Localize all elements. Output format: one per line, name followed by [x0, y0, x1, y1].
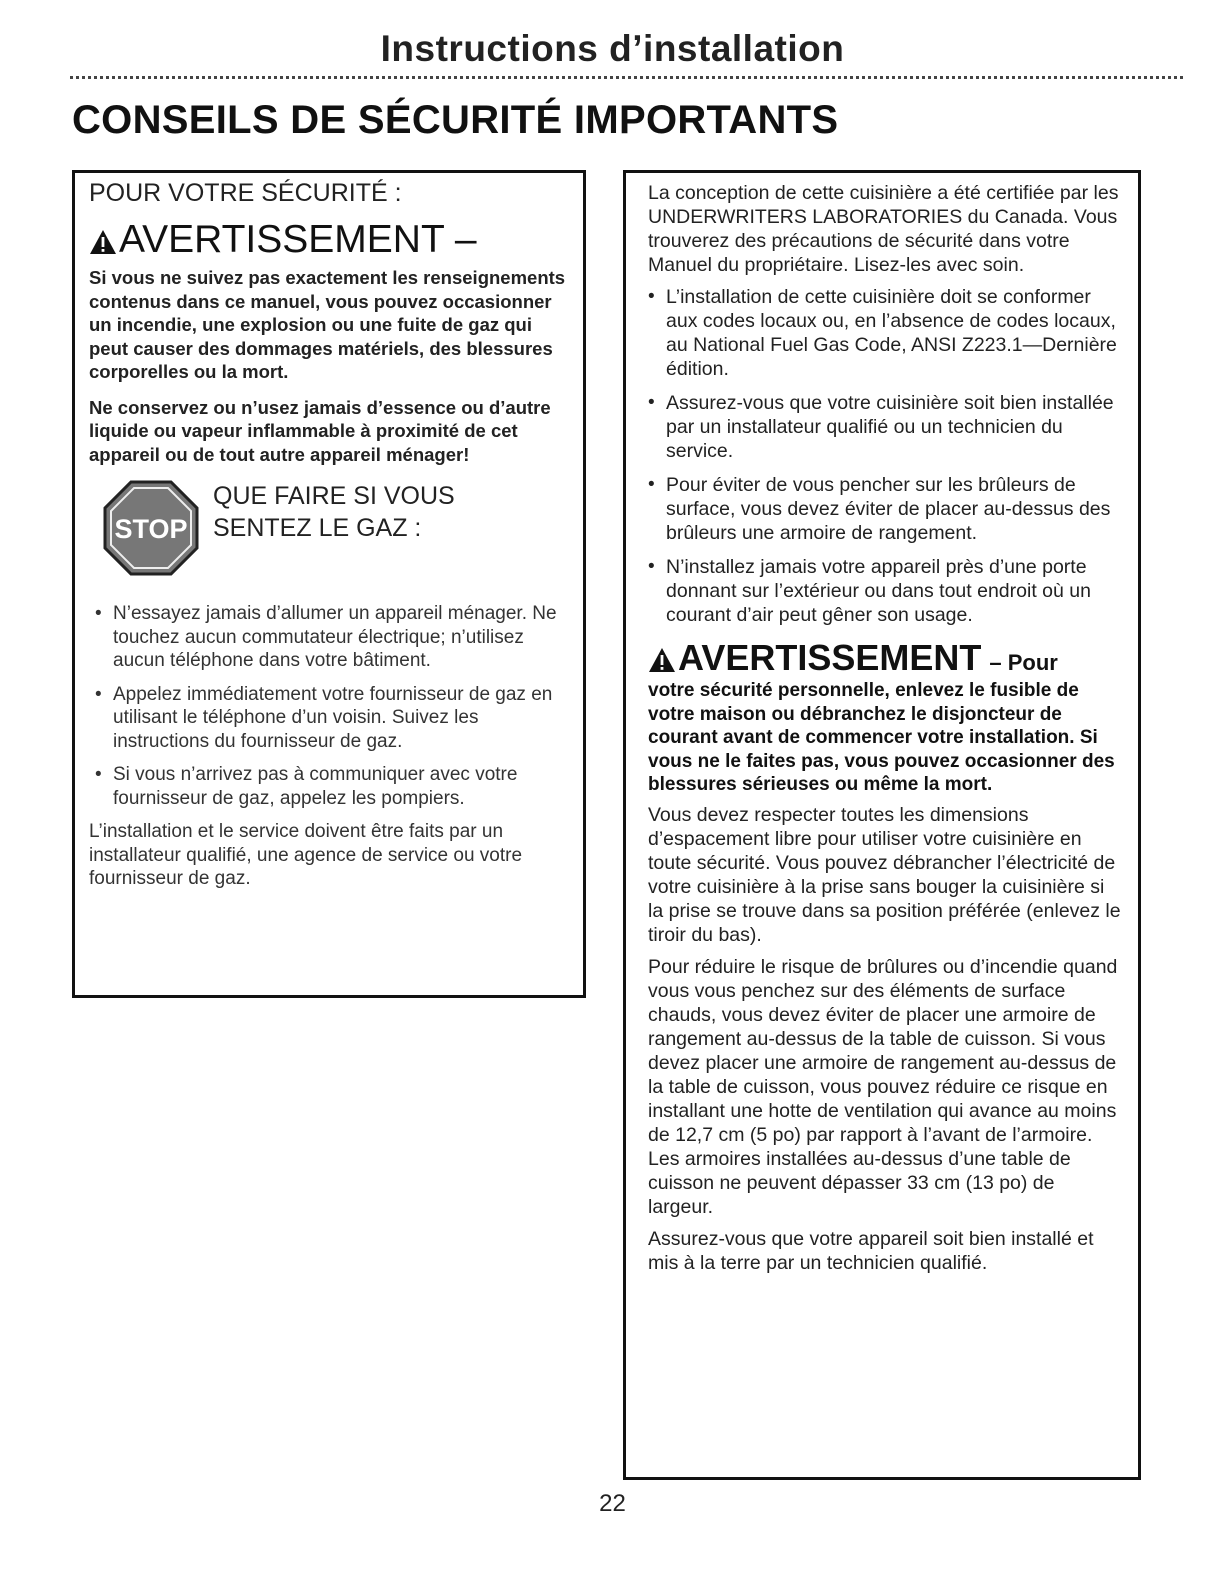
list-item: • N’essayez jamais d’allumer un appareil ménager. Ne touchez aucun commutateur électrique; n’utilisez aucun téléphone dans votre bâtiment.: [89, 602, 569, 673]
grounding-paragraph: Assurez-vous que votre appareil soit bien installé et mis à la terre par un technicien qualifié.: [648, 1227, 1094, 1274]
header-divider: [70, 76, 1183, 79]
electrical-warning-tail: – Pour: [989, 650, 1058, 675]
gas-smell-section: [103, 480, 569, 576]
fuel-warning-text: Ne conservez ou n’usez jamais d’essence ou d’autre liquide ou vapeur inflammable à proximité de cet appareil ou de tout autre appareil ménager!: [89, 396, 551, 465]
list-item: • Appelez immédiatement votre fournisseur de gaz en utilisant le téléphone d’un voisin. Suivez les instructions du fournisseur de gaz.: [89, 683, 569, 754]
electrical-warning-title: AVERTISSEMENT: [678, 637, 982, 678]
warning-triangle-icon: [89, 229, 117, 255]
warning-heading: [89, 218, 569, 262]
installer-note: L’installation et le service doivent être faits par un installateur qualifié, une agence de service ou votre fournisseur de gaz.: [89, 821, 523, 889]
gas-smell-heading: [213, 480, 455, 544]
burn-risk-paragraph: Pour réduire le risque de brûlures ou d’incendie quand vous vous penchez sur des éléments de surface chauds, vous devez éviter de placer une armoire de rangement au-dessus de la table de cuisson. Si vous devez placer une armoire de rangement au-dessus de la table de cuisson, vous pouvez réduire ce risque en installant une hotte de ventilation qui avance au moins de 12,7 cm (5 po) par rapport à l’avant de l’armoire. Les armoires installées au-dessus d’une table de cuisson ne peuvent dépasser 33 cm (13 po) de largeur.: [648, 955, 1118, 1218]
gas-smell-heading-line1: QUE FAIRE SI VOUS: [213, 482, 455, 510]
for-your-safety-label: POUR VOTRE SÉCURITÉ :: [89, 179, 402, 207]
list-item: • Pour éviter de vous pencher sur les brûleurs de surface, vous devez éviter de placer au-dessus des brûleurs une armoire de rangement.: [648, 473, 1124, 545]
warning-title: AVERTISSEMENT –: [119, 218, 477, 261]
stop-sign-label: STOP: [114, 514, 188, 544]
electrical-warning-heading: [648, 637, 1124, 679]
section-title: CONSEILS DE SÉCURITÉ IMPORTANTS: [72, 98, 839, 142]
page-number: 22: [599, 1490, 626, 1517]
warning-triangle-icon: [648, 647, 676, 673]
installation-info-box: [623, 170, 1141, 1480]
warning-text: Si vous ne suivez pas exactement les renseignements contenus dans ce manuel, vous pouvez occasionner un incendie, une explosion ou une fuite de gaz qui peut causer des dommages matériels, des blessures corporelles ou la mort.: [89, 267, 566, 382]
safety-box: [72, 170, 586, 998]
list-item: • Assurez-vous que votre cuisinière soit bien installée par un installateur qualifié ou un technicien du service.: [648, 391, 1124, 463]
certification-intro: La conception de cette cuisinière a été certifiée par les UNDERWRITERS LABORATORIES du Canada. Vous trouverez des précautions de sécurité dans votre Manuel du propriétaire. Lisez-les avec soin.: [648, 182, 1119, 276]
stop-sign-icon: [103, 480, 199, 576]
clearance-paragraph: Vous devez respecter toutes les dimensions d’espacement libre pour utiliser votre cuisinière en toute sécurité. Vous pouvez débrancher l’électricité de votre cuisinière à la prise sans bouger la cuisinière si la prise se trouve dans sa position préférée (enlevez le tiroir du bas).: [648, 803, 1121, 946]
list-item: • L’installation de cette cuisinière doit se conformer aux codes locaux ou, en l’absence de codes locaux, au National Fuel Gas Code, ANSI Z223.1—Dernière édition.: [648, 285, 1124, 381]
page-header-title: Instructions d’installation: [380, 28, 845, 69]
list-item: • Si vous n’arrivez pas à communiquer avec votre fournisseur de gaz, appelez les pompiers.: [89, 763, 569, 810]
gas-smell-list: [89, 602, 569, 810]
gas-smell-heading-line2: SENTEZ LE GAZ :: [213, 514, 422, 542]
installation-requirements-list: [648, 285, 1124, 627]
list-item: • N’installez jamais votre appareil près d’une porte donnant sur l’extérieur ou dans tout endroit où un courant d’air peut gêner son usage.: [648, 555, 1124, 627]
electrical-warning-text: votre sécurité personnelle, enlevez le fusible de votre maison ou débranchez le disjoncteur de courant avant de commencer votre installation. Si vous ne le faites pas, vous pouvez occasionner des blessures sérieuses ou même la mort.: [648, 680, 1115, 795]
